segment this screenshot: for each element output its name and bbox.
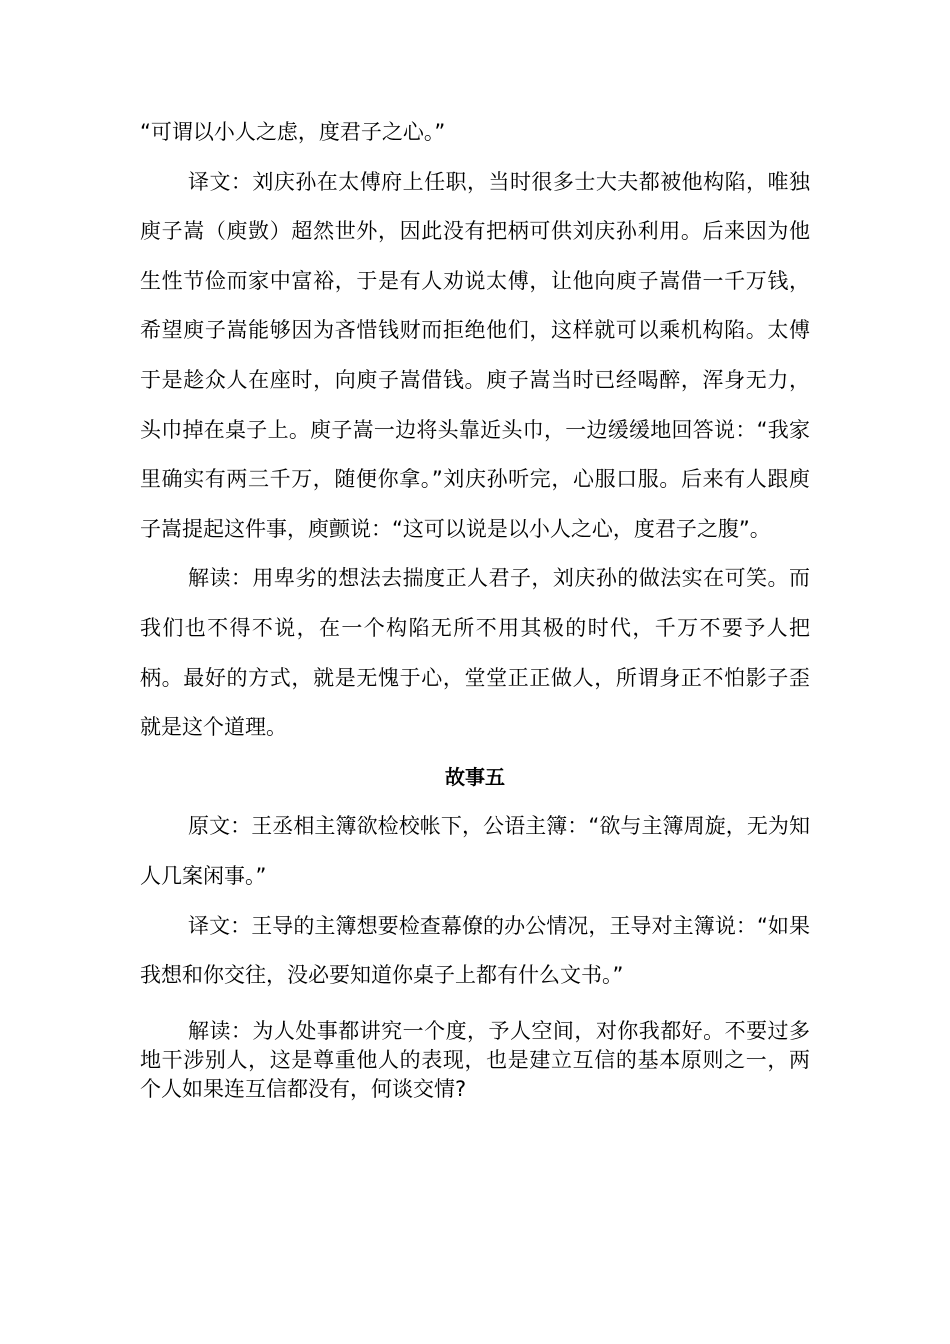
paragraph-original-5: 原文：王丞相主簿欲检校帐下，公语主簿：“欲与主簿周旋，无为知人几案闲事。” [140,814,810,888]
paragraph-translation-5: 译文：王导的主簿想要检查幕僚的办公情况，王导对主簿说：“如果我想和你交往，没必要知道你桌子上都有什么文书。” [140,913,810,988]
paragraph-translation-4: 译文：刘庆孙在太傅府上任职，当时很多士大夫都被他构陷，唯独庾子嵩（庾敳）超然世外，因此没有把柄可供刘庆孙利用。后来因为他生性节俭而家中富裕，于是有人劝说太傅，让他向庾子嵩借一千万钱，希望庾子嵩能够因为吝惜钱财而拒绝他们，这样就可以乘机构陷。太傅于是趁众人在座时，向庾子嵩借钱。庾子嵩当时已经喝醉，浑身无力，头巾掉在桌子上。庾子嵩一边将头靠近头巾，一边缓缓地回答说：“我家里确实有两三千万，随便你拿。”刘庆孙听完，心服口服。后来有人跟庾子嵩提起这件事，庾颤说：“这可以说是以小人之心，度君子之腹”。 [140,169,810,541]
paragraph-interpretation-4: 解读：用卑劣的想法去揣度正人君子，刘庆孙的做法实在可笑。而我们也不得不说，在一个构陷无所不用其极的时代，千万不要予人把柄。最好的方式，就是无愧于心，堂堂正正做人，所谓身正不怕影子歪就是这个道理。 [140,566,810,740]
story-five-heading: 故事五 [445,764,505,789]
paragraph-quote-end: “可谓以小人之虑，度君子之心。” [140,120,446,144]
paragraph-interpretation-5: 解读：为人处事都讲究一个度，予人空间，对你我都好。不要过多地干涉别人，这是尊重他人的表现，也是建立互信的基本原则之一，两个人如果连互信都没有，何谈交情? [140,1018,810,1101]
document-page [140,108,810,1104]
